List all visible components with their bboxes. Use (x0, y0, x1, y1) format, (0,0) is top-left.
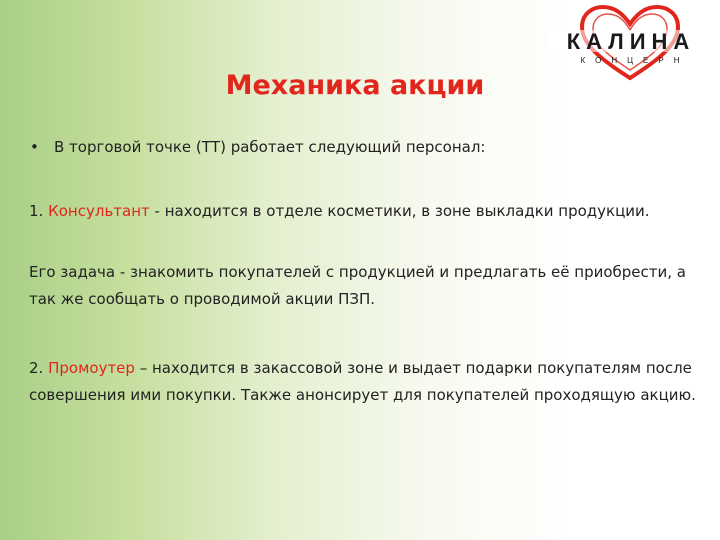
logo-brand: КАЛИНА (566, 29, 696, 54)
item-consultant (29, 198, 709, 225)
item-consultant-number: 1. (29, 202, 49, 220)
logo-subtitle: КОНЦЕРН (580, 56, 690, 65)
bullet-marker: • (30, 138, 39, 156)
item-consultant-role: Консультант (48, 202, 150, 220)
bullet-text: В торговой точке (ТТ) работает следующий персонал: (54, 138, 486, 156)
slide-title: Механика акции (225, 70, 485, 101)
item-consultant-text: - находится в отделе косметики, в зоне выкладки продукции. (149, 202, 650, 220)
consultant-task: Его задача - знакомить покупателей с продукцией и предлагать её приобрести, а так же сообщать о проводимой акции ПЗП. (29, 263, 686, 308)
item-promoter-role: Промоутер (48, 359, 135, 377)
item-promoter-text: – находится в закассовой зоне и выдает подарки покупателям после совершения ими покупки. Также анонсирует для покупателей проходящую акцию. (29, 359, 696, 404)
item-promoter-number: 2. (29, 359, 49, 377)
item-promoter (29, 355, 709, 409)
